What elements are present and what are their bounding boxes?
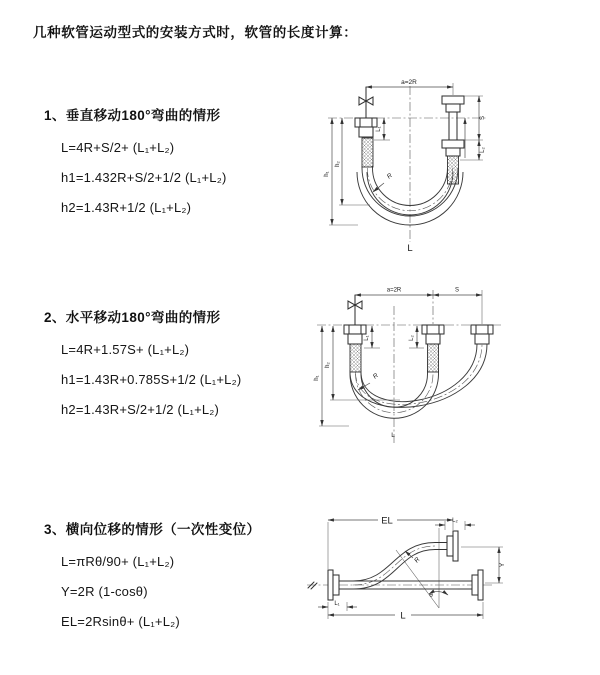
- d2-length-label: L: [391, 432, 395, 439]
- section-3: [44, 518, 324, 629]
- d2-h1-label: h₁: [314, 375, 320, 381]
- d2-l2-label: L₂: [409, 335, 415, 341]
- flange-fitting: [435, 531, 458, 561]
- d1-h2-label: h₂: [335, 161, 341, 167]
- d2-l1-label: L₁: [364, 335, 370, 341]
- diagram-2-drawing: [305, 278, 595, 463]
- formula-line: L=4R+S/2+ (L₁+L₂): [61, 140, 175, 155]
- formula-line: L=4R+1.57S+ (L₁+L₂): [61, 342, 190, 357]
- d1-h1-label: h₁: [324, 171, 330, 177]
- section-2: [44, 306, 324, 417]
- d1-length-label: L: [407, 243, 413, 254]
- section-2-heading: 2、水平移动180°弯曲的情形: [44, 310, 221, 325]
- formula-line: Y=2R (1-cosθ): [61, 584, 148, 599]
- d3-radius-label: R: [413, 556, 422, 565]
- d3-l1-label: L₁: [334, 601, 340, 607]
- d1-radius-label: R: [385, 172, 394, 181]
- diagram-3-drawing: [295, 498, 600, 663]
- d3-el-label: EL: [381, 515, 393, 527]
- diagram-1-drawing: [312, 72, 597, 257]
- section-3-heading: 3、横向位移的情形（一次性变位）: [44, 522, 261, 537]
- d1-l1-label: L₁: [376, 126, 382, 132]
- diagram-horizontal-180-bend: [305, 278, 595, 463]
- d1-span-label: a=2R: [401, 79, 417, 86]
- d1-l2-label: L₂: [480, 147, 486, 153]
- diagram-lateral-displacement: [295, 498, 600, 663]
- d1-s-label: S: [480, 115, 486, 121]
- section-1: [44, 104, 324, 215]
- d2-span-label: a=2R: [386, 287, 402, 294]
- d2-h2-label: h₂: [325, 362, 331, 368]
- d3-y-label: Y: [499, 562, 506, 568]
- d2-s-label: S: [454, 287, 460, 294]
- section-1-heading: 1、垂直移动180°弯曲的情形: [44, 108, 221, 123]
- formula-line: L=πRθ/90+ (L₁+L₂): [61, 554, 175, 569]
- pipe-break-icon: [308, 582, 317, 589]
- valve-icon: [348, 295, 362, 325]
- d3-l2-label: L₂: [452, 518, 458, 524]
- formula-line: EL=2Rsinθ+ (L₁+L₂): [61, 614, 180, 629]
- pipe-fitting: [422, 325, 444, 372]
- valve-icon: [359, 87, 373, 118]
- formula-line: h2=1.43R+1/2 (L₁+L₂): [61, 200, 192, 215]
- page-title: 几种软管运动型式的安装方式时，软管的长度计算：: [33, 25, 358, 40]
- formula-line: h1=1.43R+0.785S+1/2 (L₁+L₂): [61, 372, 242, 387]
- d3-theta-label: θ: [429, 592, 433, 599]
- formula-line: h2=1.43R+S/2+1/2 (L₁+L₂): [61, 402, 220, 417]
- diagram-vertical-180-bend: [312, 72, 597, 257]
- pipe-fitting: [471, 325, 493, 344]
- d3-length-label: L: [400, 610, 406, 622]
- d2-radius-label: R: [371, 372, 380, 381]
- pipe-fitting: [344, 325, 366, 372]
- formula-line: h1=1.432R+S/2+1/2 (L₁+L₂): [61, 170, 227, 185]
